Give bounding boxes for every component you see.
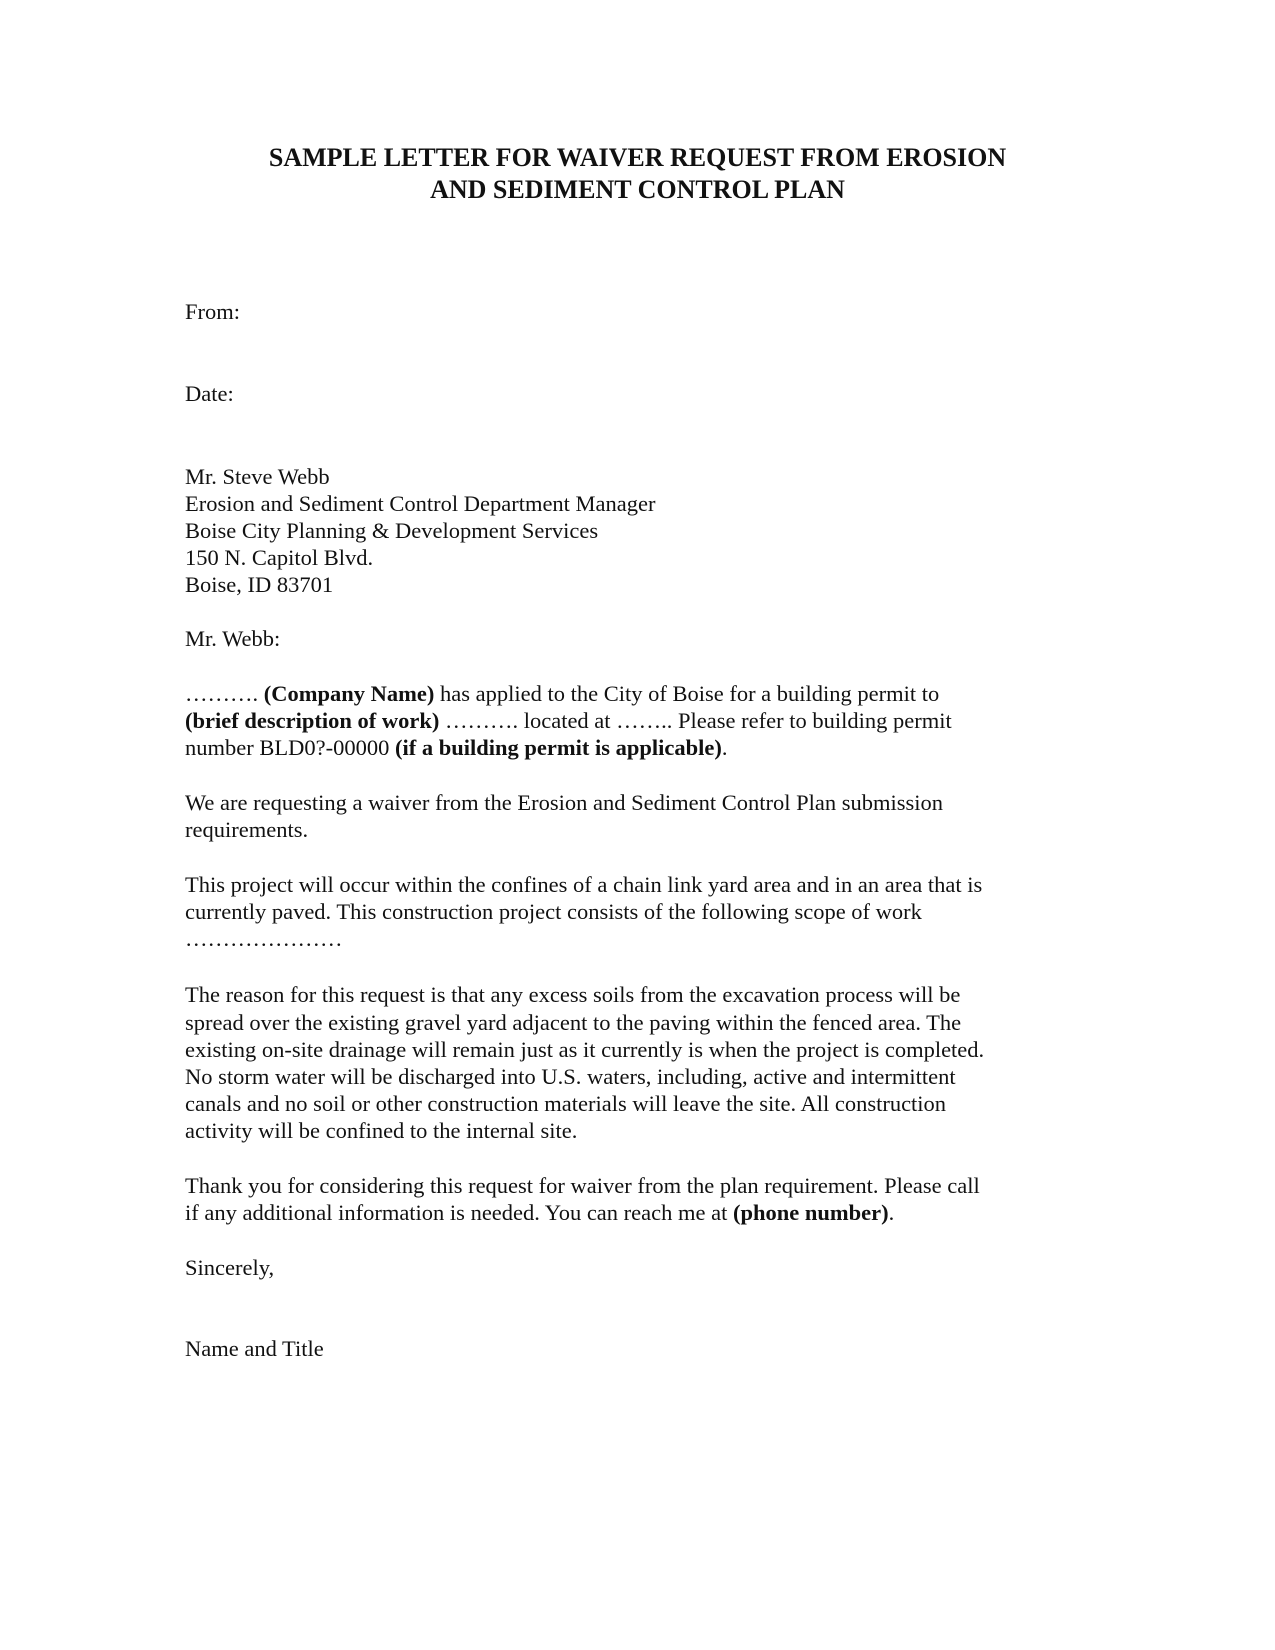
paragraph-5-line-2 (185, 1199, 894, 1227)
permit-applicable-placeholder: (if a building permit is applicable) (394, 735, 722, 760)
paragraph-4-line-3: existing on-site drainage will remain just as it currently is when the project is completed. (185, 1037, 985, 1062)
paragraph-1-line-1 (185, 680, 939, 708)
recipient-position: Erosion and Sediment Control Department Manager (185, 491, 656, 516)
paragraph-2-line-1: We are requesting a waiver from the Erosion and Sediment Control Plan submission (185, 790, 944, 815)
paragraph-text: if any additional information is needed. You can reach me at (185, 1200, 733, 1225)
closing: Sincerely, (185, 1255, 275, 1280)
recipient-name: Mr. Steve Webb (185, 464, 330, 489)
paragraph-4-line-1: The reason for this request is that any excess soils from the excavation process will be (185, 982, 961, 1007)
recipient-organization: Boise City Planning & Development Services (185, 518, 599, 543)
recipient-city: Boise, ID 83701 (185, 572, 334, 597)
paragraph-4-line-5: canals and no soil or other construction materials will leave the site. All construction (185, 1091, 947, 1116)
salutation: Mr. Webb: (185, 626, 281, 651)
date-label: Date: (185, 381, 234, 406)
letter-title-line-1: SAMPLE LETTER FOR WAIVER REQUEST FROM EROSION (268, 143, 1007, 172)
paragraph-1-line-3 (185, 734, 728, 762)
from-label: From: (185, 299, 241, 324)
letter-title-line-2: AND SEDIMENT CONTROL PLAN (430, 175, 845, 204)
phone-number-placeholder: (phone number) (732, 1200, 889, 1225)
recipient-street: 150 N. Capitol Blvd. (185, 545, 374, 570)
paragraph-text: . (888, 1200, 895, 1225)
paragraph-3-line-3: ………………… (185, 926, 343, 951)
paragraph-5-line-1: Thank you for considering this request for waiver from the plan requirement. Please call (185, 1173, 980, 1198)
placeholder-dots: ………. (185, 681, 264, 706)
paragraph-text: ………. located at …….. Please refer to building permit (439, 708, 952, 733)
paragraph-text: number BLD0?-00000 (185, 735, 395, 760)
paragraph-text: has applied to the City of Boise for a building permit to (434, 681, 940, 706)
paragraph-4-line-2: spread over the existing gravel yard adjacent to the paving within the fenced area. The (185, 1010, 962, 1035)
paragraph-1-line-2 (185, 707, 952, 735)
work-description-placeholder: (brief description of work) (185, 708, 440, 733)
paragraph-3-line-2: currently paved. This construction project consists of the following scope of work (185, 899, 922, 924)
paragraph-text: . (721, 735, 728, 760)
paragraph-3-line-1: This project will occur within the confines of a chain link yard area and in an area that is (185, 872, 983, 897)
paragraph-4-line-4: No storm water will be discharged into U.S. waters, including, active and intermittent (185, 1064, 956, 1089)
company-name-placeholder: (Company Name) (263, 681, 435, 706)
paragraph-2-line-2: requirements. (185, 817, 309, 842)
signature-block: Name and Title (185, 1336, 324, 1361)
paragraph-4-line-6: activity will be confined to the internal site. (185, 1118, 578, 1143)
